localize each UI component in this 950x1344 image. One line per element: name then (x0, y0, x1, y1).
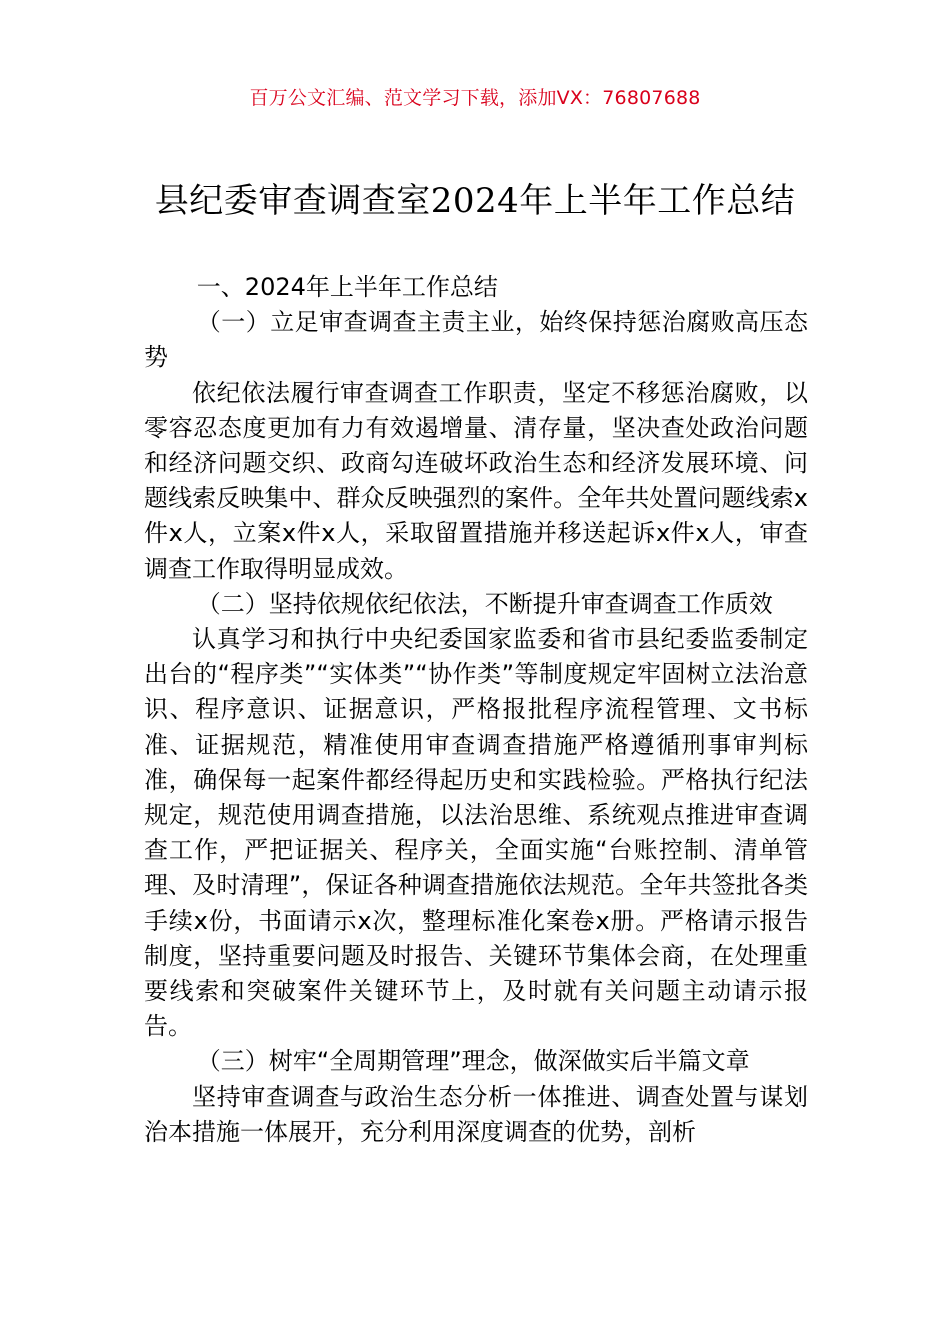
document-title: 县纪委审查调查室2024年上半年工作总结 (154, 181, 796, 221)
paragraph-1: 依纪依法履行审查调查工作职责，坚定不移惩治腐败，以零容忍态度更加有力有效遏增量、清存量，坚决查处政治问题和经济问题交织、政商勾连破坏政治生态和经济发展环境、问题线索反映集中、群众反映强烈的案件。全年共处置问题线索x件x人，立案x件x人，采取留置措施并移送起诉x件x人，审查调查工作取得明显成效。 (144, 378, 808, 583)
subsection-heading-1: （一）立足审查调查主责主业，始终保持惩治腐败高压态势 (144, 308, 808, 372)
subsection-heading-2: （二）坚持依规依纪依法，不断提升审查调查工作质效 (196, 589, 773, 618)
paragraph-3: 坚持审查调查与政治生态分析一体推进、调查处置与谋划治本措施一体展开，充分利用深度调查的优势，剖析 (144, 1082, 808, 1146)
section-heading: 一、2024年上半年工作总结 (196, 273, 498, 301)
header-banner: 百万公文汇编、范文学习下载，添加VX：76807688 (249, 87, 701, 109)
document-body (144, 270, 808, 1150)
paragraph-2: 认真学习和执行中央纪委国家监委和省市县纪委监委制定出台的“程序类”“实体类”“协作类”等制度规定牢固树立法治意识、程序意识、证据意识，严格报批程序流程管理、文书标准、证据规范，精准使用审查调查措施严格遵循刑事审判标准，确保每一起案件都经得起历史和实践检验。严格执行纪法规定，规范使用调查措施，以法治思维、系统观点推进审查调查工作，严把证据关、程序关，全面实施“台账控制、清单管理、及时清理”，保证各种调查措施依法规范。全年共签批各类手续x份，书面请示x次，整理标准化案卷x册。严格请示报告制度，坚持重要问题及时报告、关键环节集体会商，在处理重要线索和突破案件关键环节上，及时就有关问题主动请示报告。 (144, 625, 808, 1041)
subsection-heading-3: （三）树牢“全周期管理”理念，做深做实后半篇文章 (196, 1047, 750, 1076)
